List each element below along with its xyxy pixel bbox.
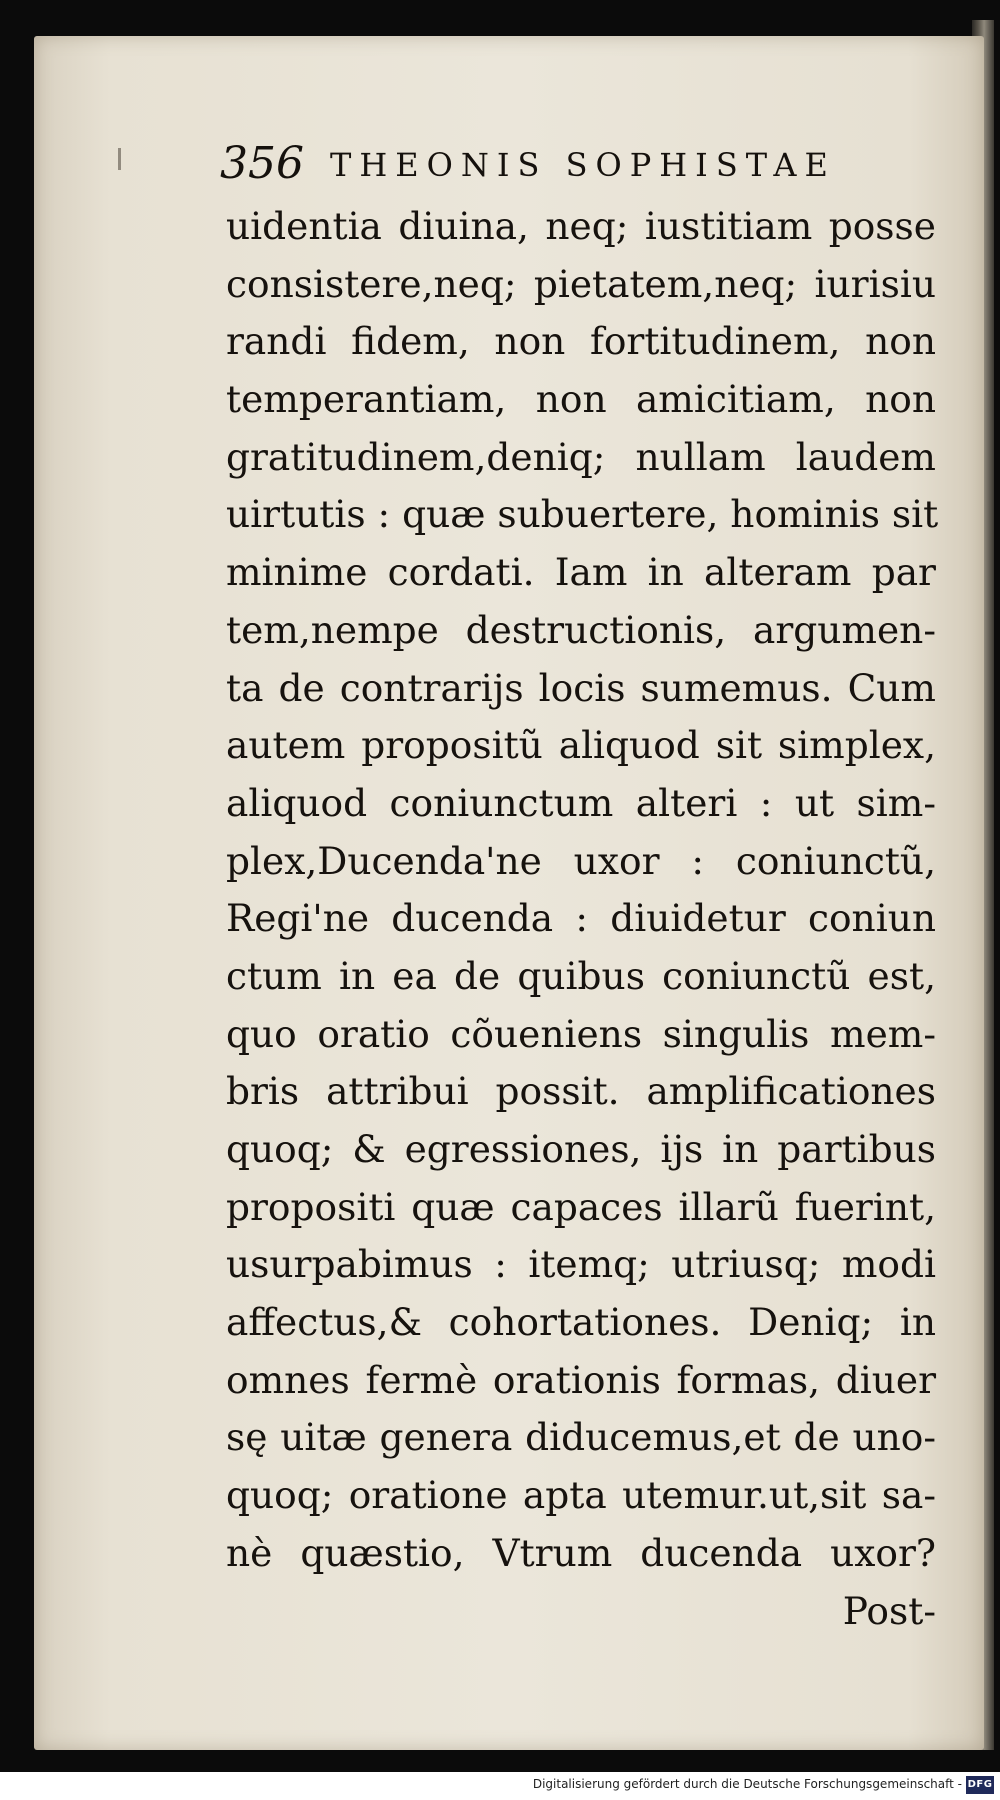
text-line: ctum in ea de quibus coniunctũ est, xyxy=(226,953,936,998)
text-line: autem propositũ aliquod sit simplex, xyxy=(226,723,936,768)
text-line: usurpabimus : itemq; utriusq; modi xyxy=(226,1242,936,1287)
text-line: omnes fermè orationis formas, diuer xyxy=(226,1357,936,1402)
text-line: ta de contrarijs locis sumemus. Cum xyxy=(226,665,936,710)
catchword: Post- xyxy=(842,1588,936,1633)
body-text xyxy=(226,198,939,1640)
text-line: quo oratio cõueniens singulis mem- xyxy=(226,1011,936,1056)
text-line: uirtutis : quæ subuertere, hominis sit xyxy=(226,492,939,537)
text-line: nè quæstio, Vtrum ducenda uxor? xyxy=(226,1530,936,1575)
text-line: minime cordati. Iam in alteram par xyxy=(226,550,936,595)
text-line: bris attribui possit. amplificationes xyxy=(226,1069,936,1114)
text-line: uidentia diuina, neq; iustitiam posse xyxy=(226,204,936,248)
text-line: tem,nempe destructionis, argumen- xyxy=(226,607,936,652)
text-line: quoq; & egressiones, ijs in partibus xyxy=(226,1127,936,1171)
text-line: temperantiam, non amicitiam, non xyxy=(226,377,936,422)
text-line: randi fidem, non fortitudinem, non xyxy=(226,319,936,364)
running-head: THEONIS SOPHISTAE xyxy=(330,146,836,184)
text-line: aliquod coniunctum alteri : ut sim- xyxy=(226,780,936,825)
text-line: sę uitæ genera diducemus,et de uno- xyxy=(226,1415,936,1460)
dfg-logo-icon: DFG xyxy=(966,1776,994,1794)
text-line: affectus,& cohortationes. Deniq; in xyxy=(226,1300,936,1345)
text-line: quoq; oratione apta utemur.ut,sit sa- xyxy=(226,1473,936,1518)
digitization-credit-bar xyxy=(0,1772,1000,1800)
digitization-credit: Digitalisierung gefördert durch die Deutsche Forschungsgemeinschaft - xyxy=(532,1777,962,1791)
page-number: 356 xyxy=(220,138,304,189)
text-line: Regi'ne ducenda : diuidetur coniun xyxy=(226,896,936,941)
text-line: plex,Ducenda'ne uxor : coniunctũ, xyxy=(226,838,936,883)
page-header xyxy=(220,140,940,188)
text-line: gratitudinem,deniq; nullam laudem xyxy=(226,434,936,479)
margin-mark xyxy=(118,148,121,170)
text-line: consistere,neq; pietatem,neq; iurisiu xyxy=(226,261,936,306)
text-line: propositi quæ capaces illarũ fuerint, xyxy=(226,1184,936,1229)
